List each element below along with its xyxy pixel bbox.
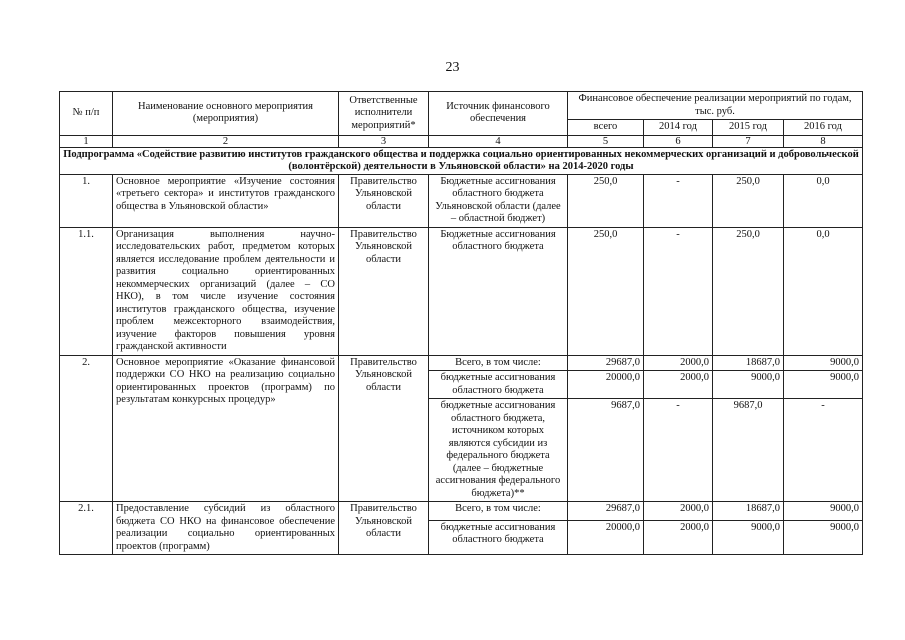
row-2016: - <box>784 399 863 502</box>
column-number: 3 <box>339 135 429 147</box>
row-2015: 9000,0 <box>713 371 784 399</box>
row-2016: 0,0 <box>784 174 863 227</box>
row-number: 2. <box>60 355 113 502</box>
header-source: Источник финансового обеспечения <box>429 92 568 136</box>
row-2015: 9687,0 <box>713 399 784 502</box>
header-row <box>60 92 863 120</box>
row-2014: - <box>644 227 713 355</box>
subprogram-row <box>60 147 863 174</box>
row-total: 250,0 <box>568 227 644 355</box>
column-number-row <box>60 135 863 147</box>
header-total: всего <box>568 120 644 136</box>
row-source: бюджетные ассигнования областного бюджета <box>429 371 568 399</box>
row-2014: 2000,0 <box>644 371 713 399</box>
row-total: 29687,0 <box>568 502 644 521</box>
row-2015: 18687,0 <box>713 355 784 371</box>
row-responsible: Правительство Ульяновской области <box>339 502 429 555</box>
subprogram-title: Подпрограмма «Содействие развитию институтов гражданского общества и поддержка социально ориентированных некоммерческих организаций и добровольческой (волонтёрской) деятельности в Ульяновской области» на 2014-2020 годы <box>60 147 863 174</box>
header-2014: 2014 год <box>644 120 713 136</box>
column-number: 5 <box>568 135 644 147</box>
row-name: Основное мероприятие «Оказание финансовой поддержки СО НКО на реализацию социально ориентированных проектов (программ) по результатам конкурсных процедур» <box>113 355 339 502</box>
row-2014: - <box>644 399 713 502</box>
table-row <box>60 227 863 355</box>
row-responsible: Правительство Ульяновской области <box>339 174 429 227</box>
header-2016: 2016 год <box>784 120 863 136</box>
table-row <box>60 174 863 227</box>
finance-table <box>59 91 863 555</box>
row-name: Организация выполнения научно-исследовательских работ, предметом которых является исследование проблем деятельности и развития социально ориентированных некоммерческих организаций (далее – СО НКО), в том числе изучение состояния институтов гражданского общества, изучение проблем межсекторного взаимодействия, изучение факторов повышения уровня гражданской активности <box>113 227 339 355</box>
row-total: 29687,0 <box>568 355 644 371</box>
column-number: 6 <box>644 135 713 147</box>
row-2016: 0,0 <box>784 227 863 355</box>
row-responsible: Правительство Ульяновской области <box>339 355 429 502</box>
row-2014: 2000,0 <box>644 520 713 554</box>
row-number: 1.1. <box>60 227 113 355</box>
row-number: 2.1. <box>60 502 113 555</box>
column-number: 7 <box>713 135 784 147</box>
row-name: Предоставление субсидий из областного бюджета СО НКО на финансовое обеспечение реализации социально ориентированных проектов (программ) <box>113 502 339 555</box>
header-name: Наименование основного мероприятия (мероприятия) <box>113 92 339 136</box>
column-number: 2 <box>113 135 339 147</box>
table-row <box>60 502 863 521</box>
header-no: № п/п <box>60 92 113 136</box>
column-number: 1 <box>60 135 113 147</box>
row-2015: 18687,0 <box>713 502 784 521</box>
row-total: 20000,0 <box>568 371 644 399</box>
table-row <box>60 355 863 371</box>
row-2014: 2000,0 <box>644 502 713 521</box>
row-source: Всего, в том числе: <box>429 355 568 371</box>
row-source: Всего, в том числе: <box>429 502 568 521</box>
row-source: Бюджетные ассигнования областного бюджета Ульяновской области (далее – областной бюджет) <box>429 174 568 227</box>
row-total: 250,0 <box>568 174 644 227</box>
row-source: бюджетные ассигнования областного бюджета, источником которых являются субсидии из федерального бюджета (далее – бюджетные ассигнования федерального бюджета)** <box>429 399 568 502</box>
row-responsible: Правительство Ульяновской области <box>339 227 429 355</box>
header-finance: Финансовое обеспечение реализации мероприятий по годам, тыс. руб. <box>568 92 863 120</box>
row-total: 20000,0 <box>568 520 644 554</box>
row-source: бюджетные ассигнования областного бюджета <box>429 520 568 554</box>
row-2016: 9000,0 <box>784 371 863 399</box>
column-number: 4 <box>429 135 568 147</box>
row-2015: 250,0 <box>713 227 784 355</box>
row-name: Основное мероприятие «Изучение состояния «третьего сектора» и институтов гражданского общества в Ульяновской области» <box>113 174 339 227</box>
row-2016: 9000,0 <box>784 502 863 521</box>
row-total: 9687,0 <box>568 399 644 502</box>
row-2016: 9000,0 <box>784 520 863 554</box>
row-2015: 250,0 <box>713 174 784 227</box>
page-number: 23 <box>445 60 460 75</box>
row-2014: 2000,0 <box>644 355 713 371</box>
column-number: 8 <box>784 135 863 147</box>
header-2015: 2015 год <box>713 120 784 136</box>
row-2014: - <box>644 174 713 227</box>
row-source: Бюджетные ассигнования областного бюджета <box>429 227 568 355</box>
row-2015: 9000,0 <box>713 520 784 554</box>
header-responsible: Ответственные исполнители мероприятий* <box>339 92 429 136</box>
row-2016: 9000,0 <box>784 355 863 371</box>
row-number: 1. <box>60 174 113 227</box>
